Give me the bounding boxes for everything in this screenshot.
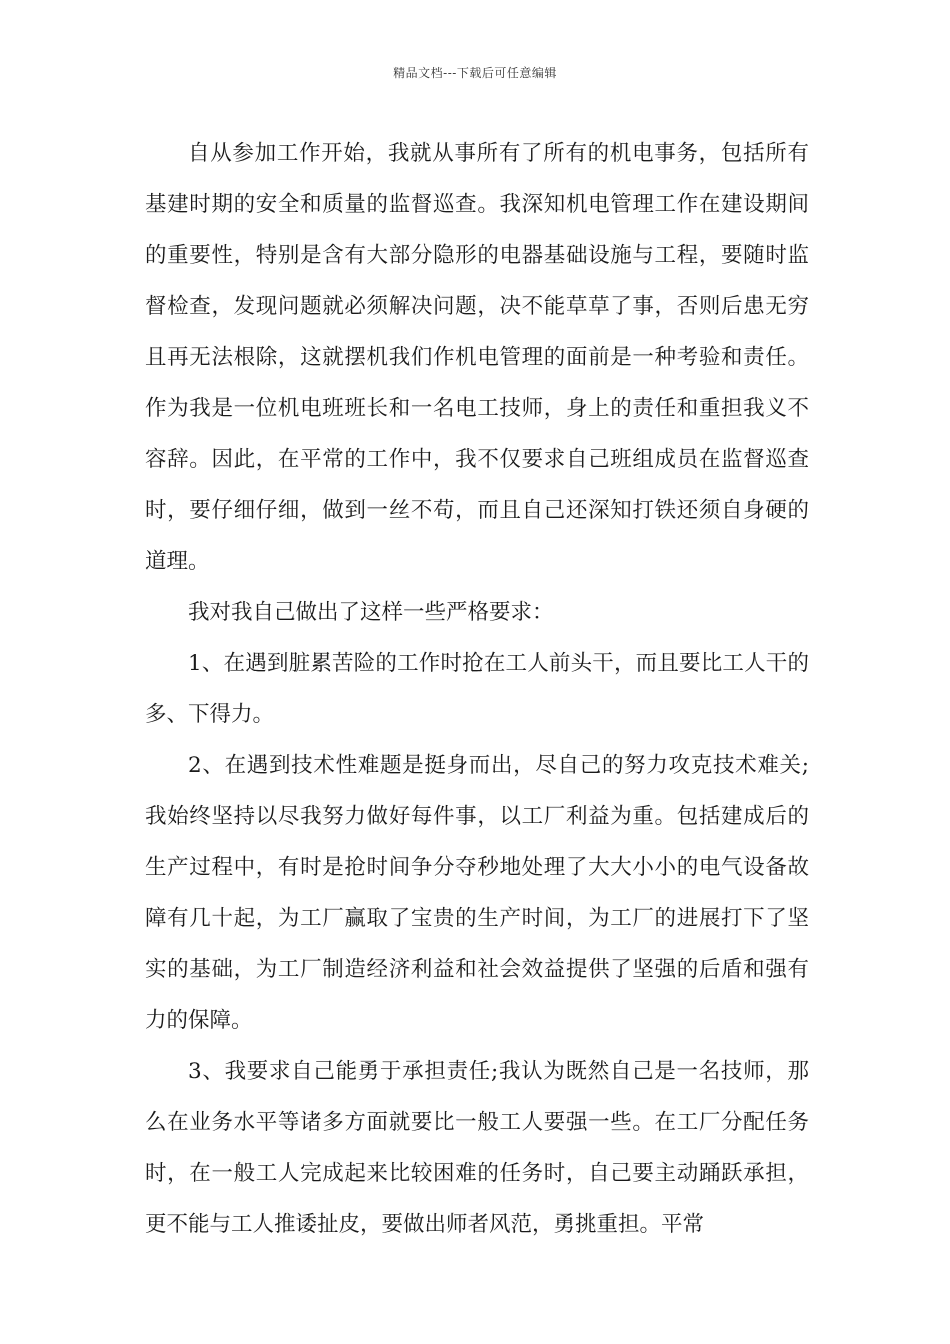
paragraph-intro: 自从参加工作开始，我就从事所有了所有的机电事务，包括所有基建时期的安全和质量的监督巡查。我深知机电管理工作在建设期间的重要性，特别是含有大部分隐形的电器基础设施与工程，要随时监督检查，发现问题就必须解决问题，决不能草草了事，否则后患无穷且再无法根除，这就摆机我们作机电管理的面前是一种考验和责任。作为我是一位机电班班长和一名电工技师，身上的责任和重担我义不容辞。因此，在平常的工作中，我不仅要求自己班组成员在监督巡查时，要仔细仔细，做到一丝不苟，而且自己还深知打铁还须自身硬的道理。 — [145, 141, 809, 574]
paragraph-item-1: 1、在遇到脏累苦险的工作时抢在工人前头干，而且要比工人干的多、下得力。 — [145, 651, 809, 727]
document-body — [145, 128, 809, 1250]
page-header: 精品文档---下载后可任意编辑 — [393, 66, 557, 80]
paragraph-item-3: 3、我要求自己能勇于承担责任;我认为既然自己是一名技师，那么在业务水平等诸多方面就要比一般工人要强一些。在工厂分配任务时，在一般工人完成起来比较困难的任务时，自己要主动踊跃承担，更不能与工人推诿扯皮，要做出师者风范，勇挑重担。平常 — [145, 1059, 809, 1237]
paragraph-item-2: 2、在遇到技术性难题是挺身而出，尽自己的努力攻克技术难关;我始终坚持以尽我努力做好每件事，以工厂利益为重。包括建成后的生产过程中，有时是抢时间争分夺秒地处理了大大小小的电气设备故障有几十起，为工厂赢取了宝贵的生产时间，为工厂的进展打下了坚实的基础，为工厂制造经济利益和社会效益提供了坚强的后盾和强有力的保障。 — [145, 753, 809, 1033]
paragraph-requirements-lead: 我对我自己做出了这样一些严格要求： — [188, 600, 554, 625]
